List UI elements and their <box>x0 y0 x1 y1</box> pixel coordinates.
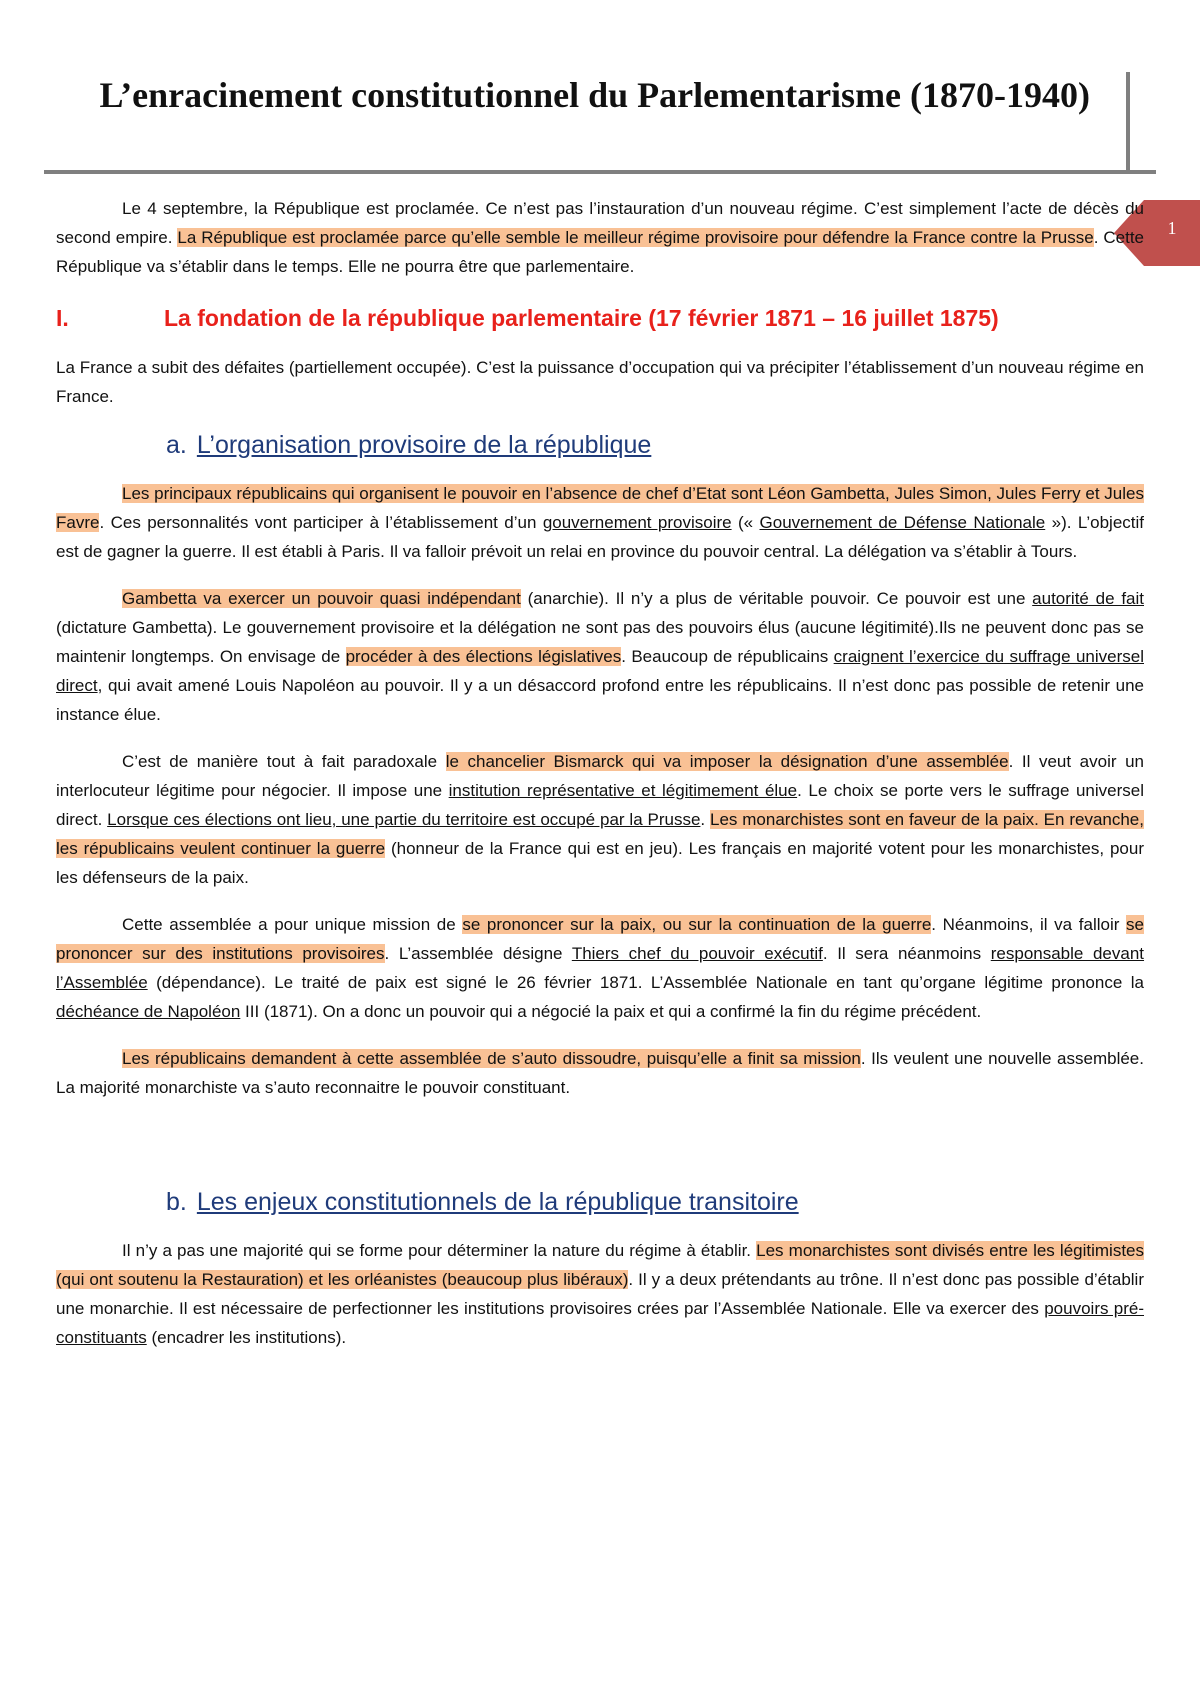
text-run: (dépendance). Le traité de paix est signé le 26 février 1871. L’Assemblée Nationale en tant qu’organe légitime prononce la <box>147 973 1144 992</box>
text-run: . Il veut avoir un interlocuteur légitime pour négocier. Il impose une <box>56 752 1144 800</box>
highlight: Les monarchistes sont en faveur de la paix. En revanche, les républicains veulent continuer la guerre <box>56 810 1144 858</box>
underlined-text: autorité de fait <box>1032 589 1144 608</box>
text-run: C’est de manière tout à fait paradoxale <box>122 752 446 771</box>
paragraph-assemblee <box>56 910 1144 1026</box>
paragraph-republicains <box>56 479 1144 566</box>
subsection-number: b. <box>166 1188 187 1216</box>
text-run: . Beaucoup de républicains <box>621 647 834 666</box>
underlined-text: Gouvernement de Défense Nationale <box>759 513 1046 532</box>
text-run: . Ces personnalités vont participer à l’établissement d’un <box>99 513 543 532</box>
text-run: Il n’y a pas une majorité qui se forme pour déterminer la nature du régime à établir. <box>122 1241 757 1260</box>
highlight: Gambetta va exercer un pouvoir quasi indépendant <box>122 589 521 608</box>
page-number: 1 <box>1167 218 1177 238</box>
document-body <box>56 194 1144 1370</box>
subsection-number: a. <box>166 431 187 459</box>
underlined-text: gouvernement provisoire <box>542 513 732 532</box>
highlight: se prononcer sur la paix, ou sur la continuation de la guerre <box>462 915 932 934</box>
underlined-text: responsable devant l’Assemblée <box>56 944 1145 992</box>
text-run: III (1871). On a donc un pouvoir qui a négocié la paix et qui a confirmé la fin du régime précédent. <box>240 1002 982 1021</box>
text-run: (« <box>731 513 760 532</box>
underlined-text: Thiers chef du pouvoir exécutif <box>571 944 823 963</box>
section-heading-1 <box>56 303 1144 333</box>
paragraph-gambetta <box>56 584 1144 729</box>
underlined-text: craignent l’exercice du suffrage universel direct <box>56 647 1144 695</box>
underlined-text: pouvoirs pré-constituants <box>56 1299 1144 1347</box>
underlined-text: déchéance de Napoléon <box>56 1002 241 1021</box>
text-run: La France a subit des défaites (partiellement occupée). C’est la puissance d’occupation qui va précipiter l’établissement d’un nouveau régime en France. <box>56 358 1144 406</box>
title-vertical-bar <box>1126 72 1130 172</box>
text-run: . Cette République va s’établir dans le temps. Elle ne pourra être que parlementaire. <box>56 228 1145 276</box>
subsection-title: Les enjeux constitutionnels de la république transitoire <box>196 1188 799 1216</box>
text-run: . Néanmoins, il va falloir <box>931 915 1127 934</box>
text-run: . Le choix se porte vers le suffrage universel direct. <box>56 781 1144 829</box>
page-title: L’enracinement constitutionnel du Parlementarisme (1870-1940) <box>99 75 1090 115</box>
subsection-heading-a <box>166 429 1144 461</box>
text-run: (encadrer les institutions). <box>146 1328 347 1347</box>
spacer <box>56 1120 1144 1170</box>
text-run: (anarchie). Il n’y a plus de véritable pouvoir. Ce pouvoir est une <box>520 589 1033 608</box>
subsection-title: L’organisation provisoire de la république <box>196 431 652 459</box>
text-run: »). L’objectif est de gagner la guerre. Il est établi à Paris. Il va falloir prévoit un relai en province du pouvoir central. La délégation va s’établir à Tours. <box>56 513 1145 561</box>
paragraph-dissolution <box>56 1044 1144 1102</box>
section-title: La fondation de la république parlementaire (17 février 1871 – 16 juillet 1875) <box>164 305 999 331</box>
text-run: . L’assemblée désigne <box>384 944 572 963</box>
text-run: . Ils veulent une nouvelle assemblée. La majorité monarchiste va s’auto reconnaitre le pouvoir constituant. <box>56 1049 1144 1097</box>
highlight: se prononcer sur des institutions provisoires <box>56 915 1144 963</box>
underlined-text: institution représentative et légitimement élue <box>448 781 798 800</box>
highlight: Les principaux républicains qui organisent le pouvoir en l’absence de chef d’Etat sont Léon Gambetta, Jules Simon, Jules Ferry et Jules Favre <box>56 484 1144 532</box>
highlight: le chancelier Bismarck qui va imposer la désignation d’une assemblée <box>445 752 1009 771</box>
paragraph-bismarck <box>56 747 1144 892</box>
highlight: Les monarchistes sont divisés entre les légitimistes (qui ont soutenu la Restauration) et les orléanistes (beaucoup plus libéraux) <box>56 1241 1144 1289</box>
text-run: (honneur de la France qui est en jeu). Les français en majorité votent pour les monarchistes, pour les défenseurs de la paix. <box>56 839 1145 887</box>
text-run: . Il sera néanmoins <box>822 944 991 963</box>
paragraph-intro <box>56 194 1144 281</box>
text-run: . Il y a deux prétendants au trône. Il n’est donc pas possible d’établir une monarchie. Il est nécessaire de perfectionner les institutions provisoires crées par l’Assemblée Nationale. Elle va exercer des <box>56 1270 1144 1318</box>
text-run: (dictature Gambetta). Le gouvernement provisoire et la délégation ne sont pas des pouvoirs élus (aucune légitimité).Ils ne peuvent donc pas se maintenir longtemps. On envisage de <box>56 618 1144 666</box>
highlight: procéder à des élections législatives <box>345 647 622 666</box>
title-rule <box>44 170 1156 174</box>
paragraph-monarchistes <box>56 1236 1144 1352</box>
text-run: Le 4 septembre, la République est proclamée. Ce n’est pas l’instauration d’un nouveau régime. C’est simplement l’acte de décès du second empire. <box>56 199 1144 247</box>
highlight: Les républicains demandent à cette assemblée de s’auto dissoudre, puisqu’elle a finit sa mission <box>122 1049 861 1068</box>
text-run: . <box>700 810 710 829</box>
underlined-text: Lorsque ces élections ont lieu, une partie du territoire est occupé par la Prusse <box>107 810 701 829</box>
subsection-heading-b <box>166 1186 1144 1218</box>
text-run: Cette assemblée a pour unique mission de <box>122 915 463 934</box>
text-run: , qui avait amené Louis Napoléon au pouvoir. Il y a un désaccord profond entre les républicains. Il n’est donc pas possible de retenir une instance élue. <box>56 676 1144 724</box>
section-number: I. <box>56 305 69 331</box>
paragraph-occupation <box>56 353 1144 411</box>
title-block <box>44 72 1130 118</box>
highlight: La République est proclamée parce qu’elle semble le meilleur régime provisoire pour défendre la France contre la Prusse <box>177 228 1094 247</box>
